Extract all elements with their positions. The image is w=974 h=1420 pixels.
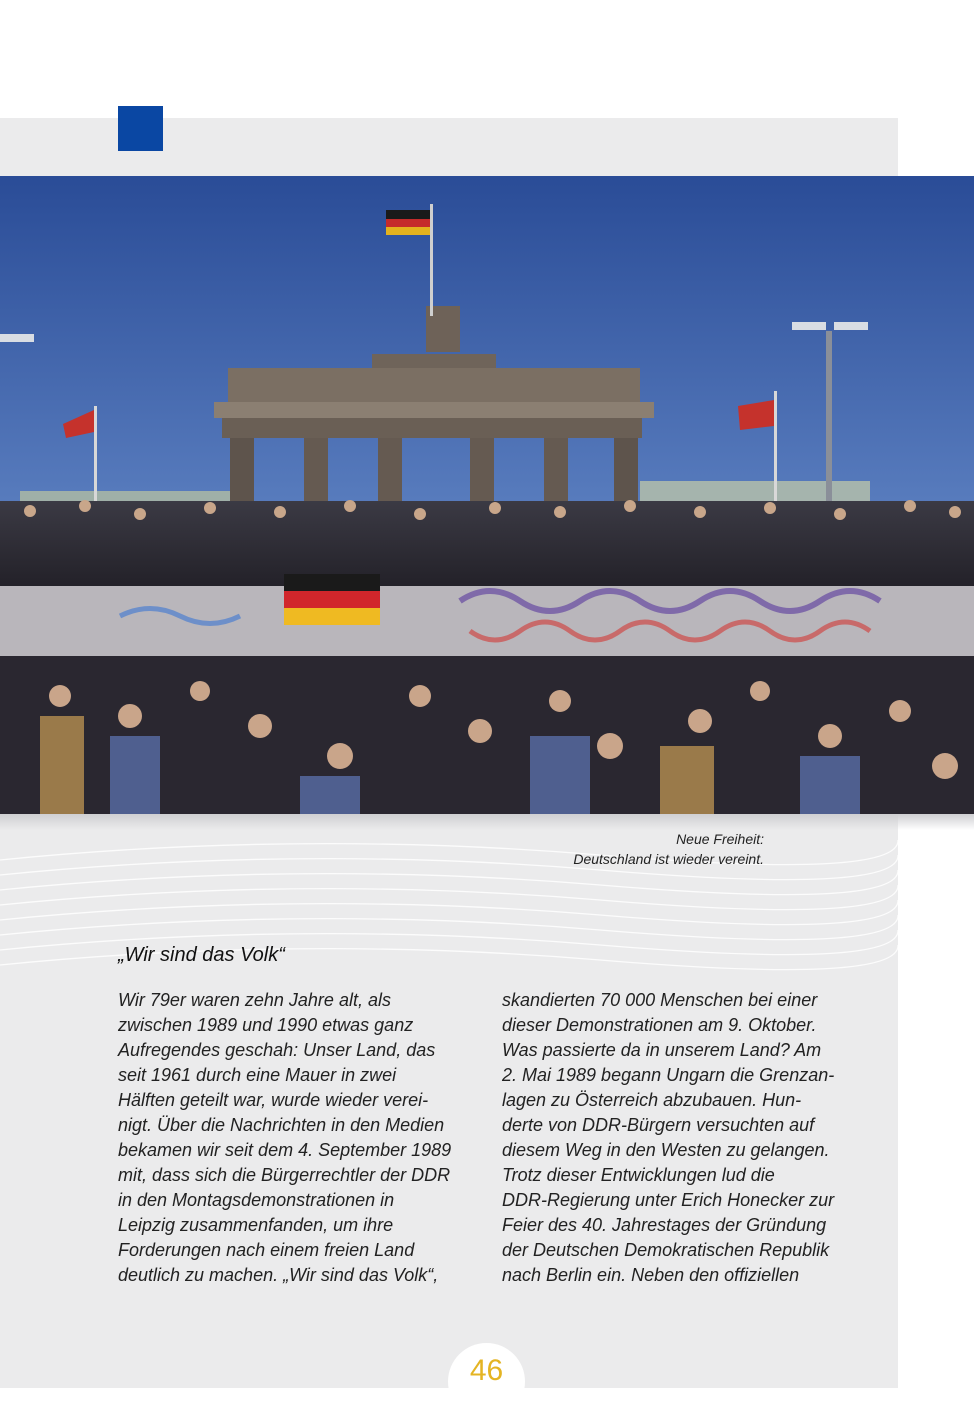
text-line: Forderungen nach einem freien Land xyxy=(118,1240,415,1260)
text-line: Trotz dieser Entwicklungen lud die xyxy=(502,1165,775,1185)
accent-square xyxy=(118,106,163,151)
caption-line-2: Deutschland ist wieder vereint. xyxy=(573,851,764,867)
text-line: Leipzig zusammenfanden, um ihre xyxy=(118,1215,394,1235)
text-line: 2. Mai 1989 begann Ungarn die Grenzan- xyxy=(502,1065,835,1085)
text-line: Hälften geteilt war, wurde wieder verei- xyxy=(118,1090,429,1110)
photo-caption xyxy=(573,829,764,869)
photo-brandenburg-gate xyxy=(0,176,974,814)
text-line: Aufregendes geschah: Unser Land, das xyxy=(118,1040,436,1060)
article-column-right xyxy=(502,988,872,1288)
text-line: nigt. Über die Nachrichten in den Medien xyxy=(118,1115,445,1135)
text-line: Wir 79er waren zehn Jahre alt, als xyxy=(118,990,391,1010)
article-column-left xyxy=(118,988,488,1288)
text-line: DDR-Regierung unter Erich Honecker zur xyxy=(502,1190,835,1210)
article-heading: „Wir sind das Volk“ xyxy=(118,944,285,966)
text-line: nach Berlin ein. Neben den offiziellen xyxy=(502,1265,800,1285)
text-line: diesem Weg in den Westen zu gelangen. xyxy=(502,1140,830,1160)
page-number: 46 xyxy=(469,1354,504,1387)
text-line: zwischen 1989 und 1990 etwas ganz xyxy=(118,1015,414,1035)
text-line: in den Montagsdemonstrationen in xyxy=(118,1190,395,1210)
text-line: mit, dass sich die Bürgerrechtler der DDR xyxy=(118,1165,451,1185)
text-line: deutlich zu machen. „Wir sind das Volk“, xyxy=(118,1265,439,1285)
text-line: Was passierte da in unserem Land? Am xyxy=(502,1040,822,1060)
text-line: lagen zu Österreich abzubauen. Hun- xyxy=(502,1090,802,1110)
text-line: Feier des 40. Jahrestages der Gründung xyxy=(502,1215,827,1235)
text-line: bekamen wir seit dem 4. September 1989 xyxy=(118,1140,452,1160)
text-line: dieser Demonstrationen am 9. Oktober. xyxy=(502,1015,817,1035)
text-line: skandierten 70 000 Menschen bei einer xyxy=(502,990,818,1010)
text-line: seit 1961 durch eine Mauer in zwei xyxy=(118,1065,397,1085)
text-line: der Deutschen Demokratischen Republik xyxy=(502,1240,830,1260)
caption-line-1: Neue Freiheit: xyxy=(676,831,764,847)
text-line: derte von DDR-Bürgern versuchten auf xyxy=(502,1115,815,1135)
